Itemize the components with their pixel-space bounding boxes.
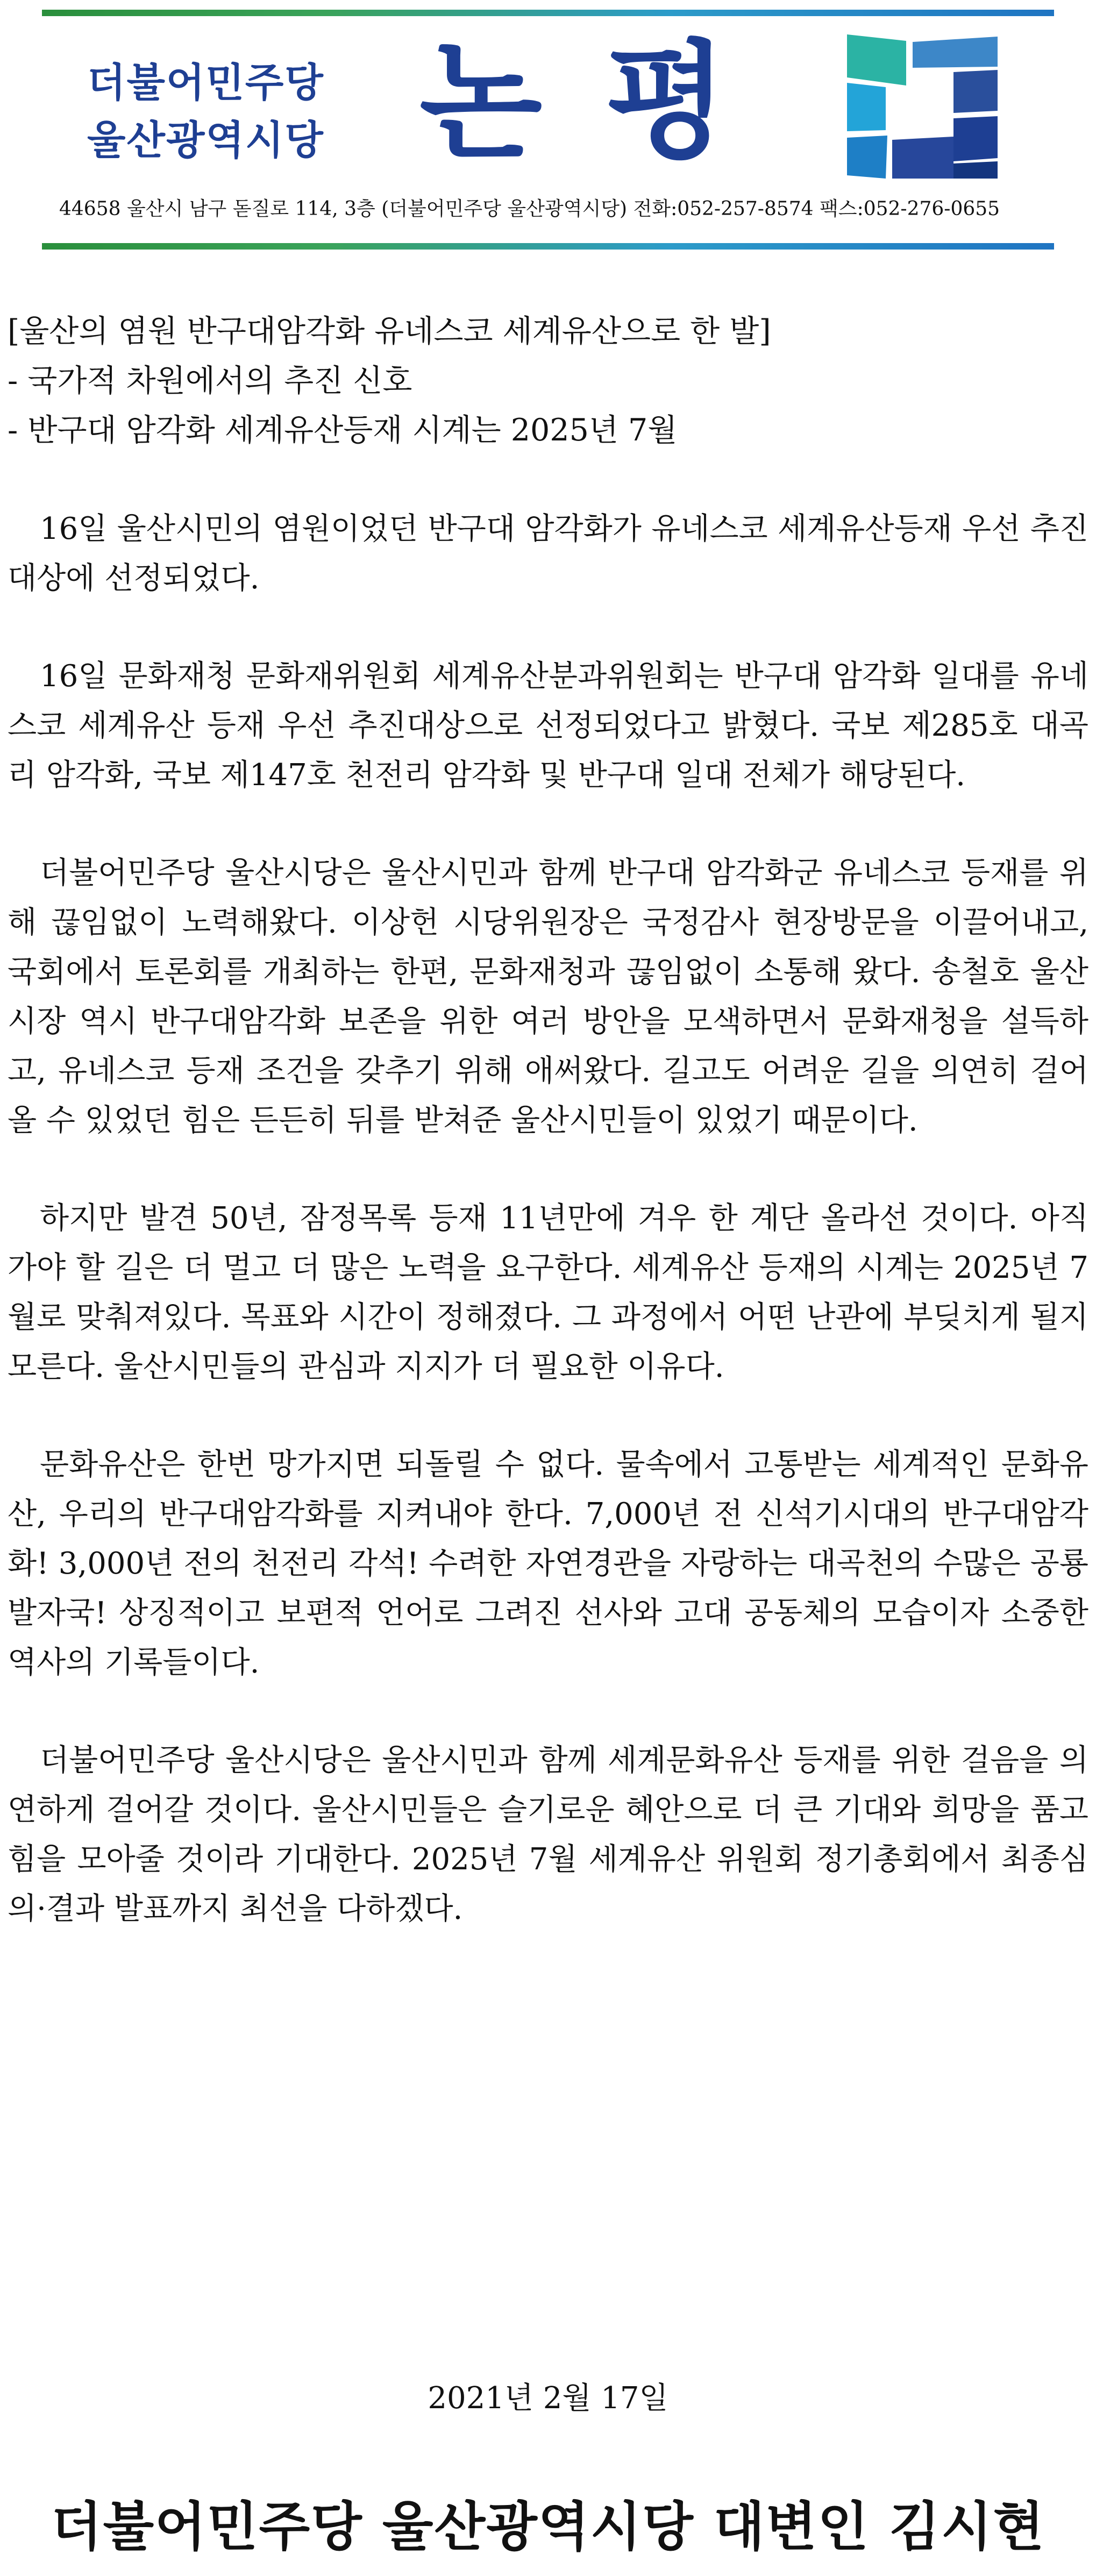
contact-address: 44658 울산시 남구 돋질로 114, 3층 (더불어민주당 울산광역시당) 전화:052-257-8574 팩스:052-276-0655: [59, 198, 1000, 220]
body-paragraph-4: 하지만 발견 50년, 잠정목록 등재 11년만에 겨우 한 계단 올라선 것이다. 아직 가야 할 길은 더 멀고 더 많은 노력을 요구한다. 세계유산 등재의 시계는 2025년 7월로 맞춰져있다. 목표와 시간이 정해졌다. 그 과정에서 어떤 난관에 부딪치게 될지 모른다. 울산시민들의 관심과 지지가 더 필요한 이유다.: [8, 1201, 1088, 1384]
body-paragraph-3: 더불어민주당 울산시당은 울산시민과 함께 반구대 암각화군 유네스코 등재를 위해 끊임없이 노력해왔다. 이상헌 시당위원장은 국정감사 현장방문을 이끌어내고, 국회에서 토론회를 개최하는 한편, 문화재청과 끊임없이 소통해 왔다. 송철호 울산시장 역시 반구대암각화 보존을 위한 여러 방안을 모색하면서 문화재청을 설득하고, 유네스코 등재 조건을 갖추기 위해 애써왔다. 길고도 어려운 길을 의연히 걸어올 수 있었던 힘은 든든히 뒤를 받쳐준 울산시민들이 있었기 때문이다.: [8, 856, 1088, 1138]
document-body: [8, 307, 1088, 1934]
headline-title: [울산의 염원 반구대암각화 유네스코 세계유산으로 한 발]: [8, 314, 771, 349]
headline-subtitle-1: - 국가적 차원에서의 추진 신호: [8, 363, 412, 399]
document-title-char-1: 논: [419, 28, 542, 176]
headline-subtitle-2: - 반구대 암각화 세계유산등재 시계는 2025년 7월: [8, 412, 678, 448]
party-name-line1: 더불어민주당: [87, 60, 324, 106]
party-name-line2: 울산광역시당: [87, 117, 324, 163]
bottom-color-rule: [42, 243, 1054, 250]
body-paragraph-2: 16일 문화재청 문화재위원회 세계유산분과위원회는 반구대 암각화 일대를 유네스코 세계유산 등재 우선 추진대상으로 선정되었다고 밝혔다. 국보 제285호 대곡리 암각화, 국보 제147호 천전리 암각화 및 반구대 일대 전체가 해당된다.: [8, 659, 1088, 793]
body-paragraph-6: 더불어민주당 울산시당은 울산시민과 함께 세계문화유산 등재를 위한 걸음을 의연하게 걸어갈 것이다. 울산시민들은 슬기로운 혜안으로 더 큰 기대와 희망을 품고 힘을 모아줄 것이라 기대한다. 2025년 7월 세계유산 위원회 정기총회에서 최종심의·결과 발표까지 최선을 다하겠다.: [8, 1743, 1088, 1926]
document-title-char-2: 평: [605, 28, 728, 176]
body-paragraph-5: 문화유산은 한번 망가지면 되돌릴 수 없다. 물속에서 고통받는 세계적인 문화유산, 우리의 반구대암각화를 지켜내야 한다. 7,000년 전 신석기시대의 반구대암각화! 3,000년 전의 천전리 각석! 수려한 자연경관을 자랑하는 대곡천의 수많은 공룡 발자국! 상징적이고 보편적 언어로 그려진 선사와 고대 공동체의 모습이자 소중한 역사의 기록들이다.: [8, 1447, 1088, 1680]
body-paragraph-1: 16일 울산시민의 염원이었던 반구대 암각화가 유네스코 세계유산등재 우선 추진대상에 선정되었다.: [8, 511, 1088, 596]
document-date: 2021년 2월 17일: [428, 2381, 668, 2416]
party-logo-icon: [847, 34, 998, 179]
top-color-rule: [42, 10, 1054, 16]
spokesperson-signature: 더불어민주당 울산광역시당 대변인 김시현: [51, 2496, 1045, 2558]
